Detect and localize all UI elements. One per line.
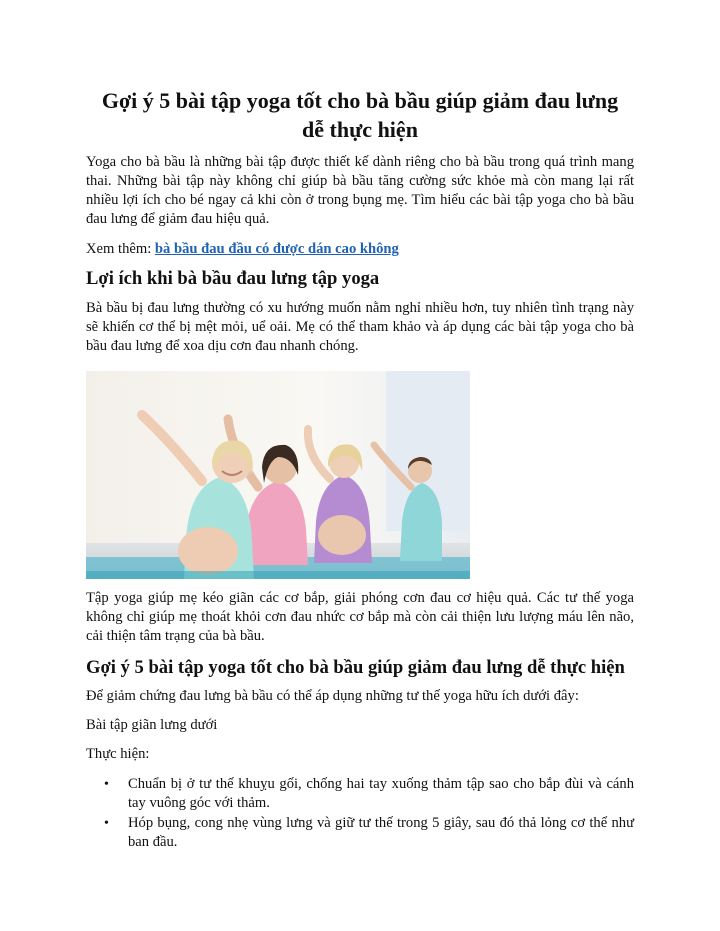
exercises-lead: Để giảm chứng đau lưng bà bầu có thể áp dụng những tư thế yoga hữu ích dưới đây:	[86, 688, 579, 704]
step-text: Chuẩn bị ở tư thế khuỵu gối, chống hai tay xuống thảm tập sao cho bắp đùi và cánh tay vuông góc với thảm.	[128, 776, 634, 811]
intro-paragraph: Yoga cho bà bầu là những bài tập được thiết kế dành riêng cho bà bầu trong quá trình mang thai. Những bài tập này không chỉ giúp bà bầu tăng cường sức khỏe mà còn mang lại rất nhiều lợi ích cho bé ngay cả khi còn ở trong bụng mẹ. Tìm hiểu các bài tập yoga cho bà bầu đau lưng để giảm đau hiệu quả.	[86, 154, 634, 227]
steps-label: Thực hiện:	[86, 746, 150, 762]
steps-list	[86, 775, 634, 852]
section-heading-benefits: Lợi ích khi bà bầu đau lưng tập yoga	[86, 268, 380, 289]
see-also-prefix: Xem thêm:	[86, 241, 155, 257]
page-title: Gợi ý 5 bài tập yoga tốt cho bà bầu giúp giảm đau lưng dễ thực hiện	[101, 88, 619, 142]
section-heading-exercises: Gợi ý 5 bài tập yoga tốt cho bà bầu giúp giảm đau lưng dễ thực hiện	[86, 657, 625, 678]
list-item	[104, 814, 634, 852]
photo-caption-paragraph: Tập yoga giúp mẹ kéo giãn các cơ bắp, giải phóng cơn đau cơ hiệu quả. Các tư thế yoga không chỉ giúp mẹ thoát khỏi cơn đau nhức cơ bắp mà còn cải thiện lưu lượng máu lên não, cải thiện tâm trạng của bà bầu.	[86, 590, 634, 644]
benefits-paragraph: Bà bầu bị đau lưng thường có xu hướng muốn nằm nghỉ nhiều hơn, tuy nhiên tình trạng này sẽ khiến cơ thể bị mệt mỏi, uể oải. Mẹ có thể tham khảo và áp dụng các bài tập yoga cho bà bầu đau lưng để xoa dịu cơn đau nhanh chóng.	[86, 300, 634, 354]
step-text: Hóp bụng, cong nhẹ vùng lưng và giữ tư thế trong 5 giây, sau đó thả lỏng cơ thể như ban đầu.	[128, 815, 634, 850]
exercise-name: Bài tập giãn lưng dưới	[86, 717, 218, 733]
list-item	[104, 775, 634, 813]
bullet-icon: •	[104, 777, 109, 792]
yoga-class-photo	[86, 371, 470, 579]
bullet-icon: •	[104, 816, 109, 831]
pregnant-women-yoga-illustration	[86, 371, 470, 579]
see-also	[86, 240, 634, 259]
see-also-link[interactable]: bà bầu đau đầu có được dán cao không	[154, 241, 399, 257]
article	[86, 86, 634, 852]
